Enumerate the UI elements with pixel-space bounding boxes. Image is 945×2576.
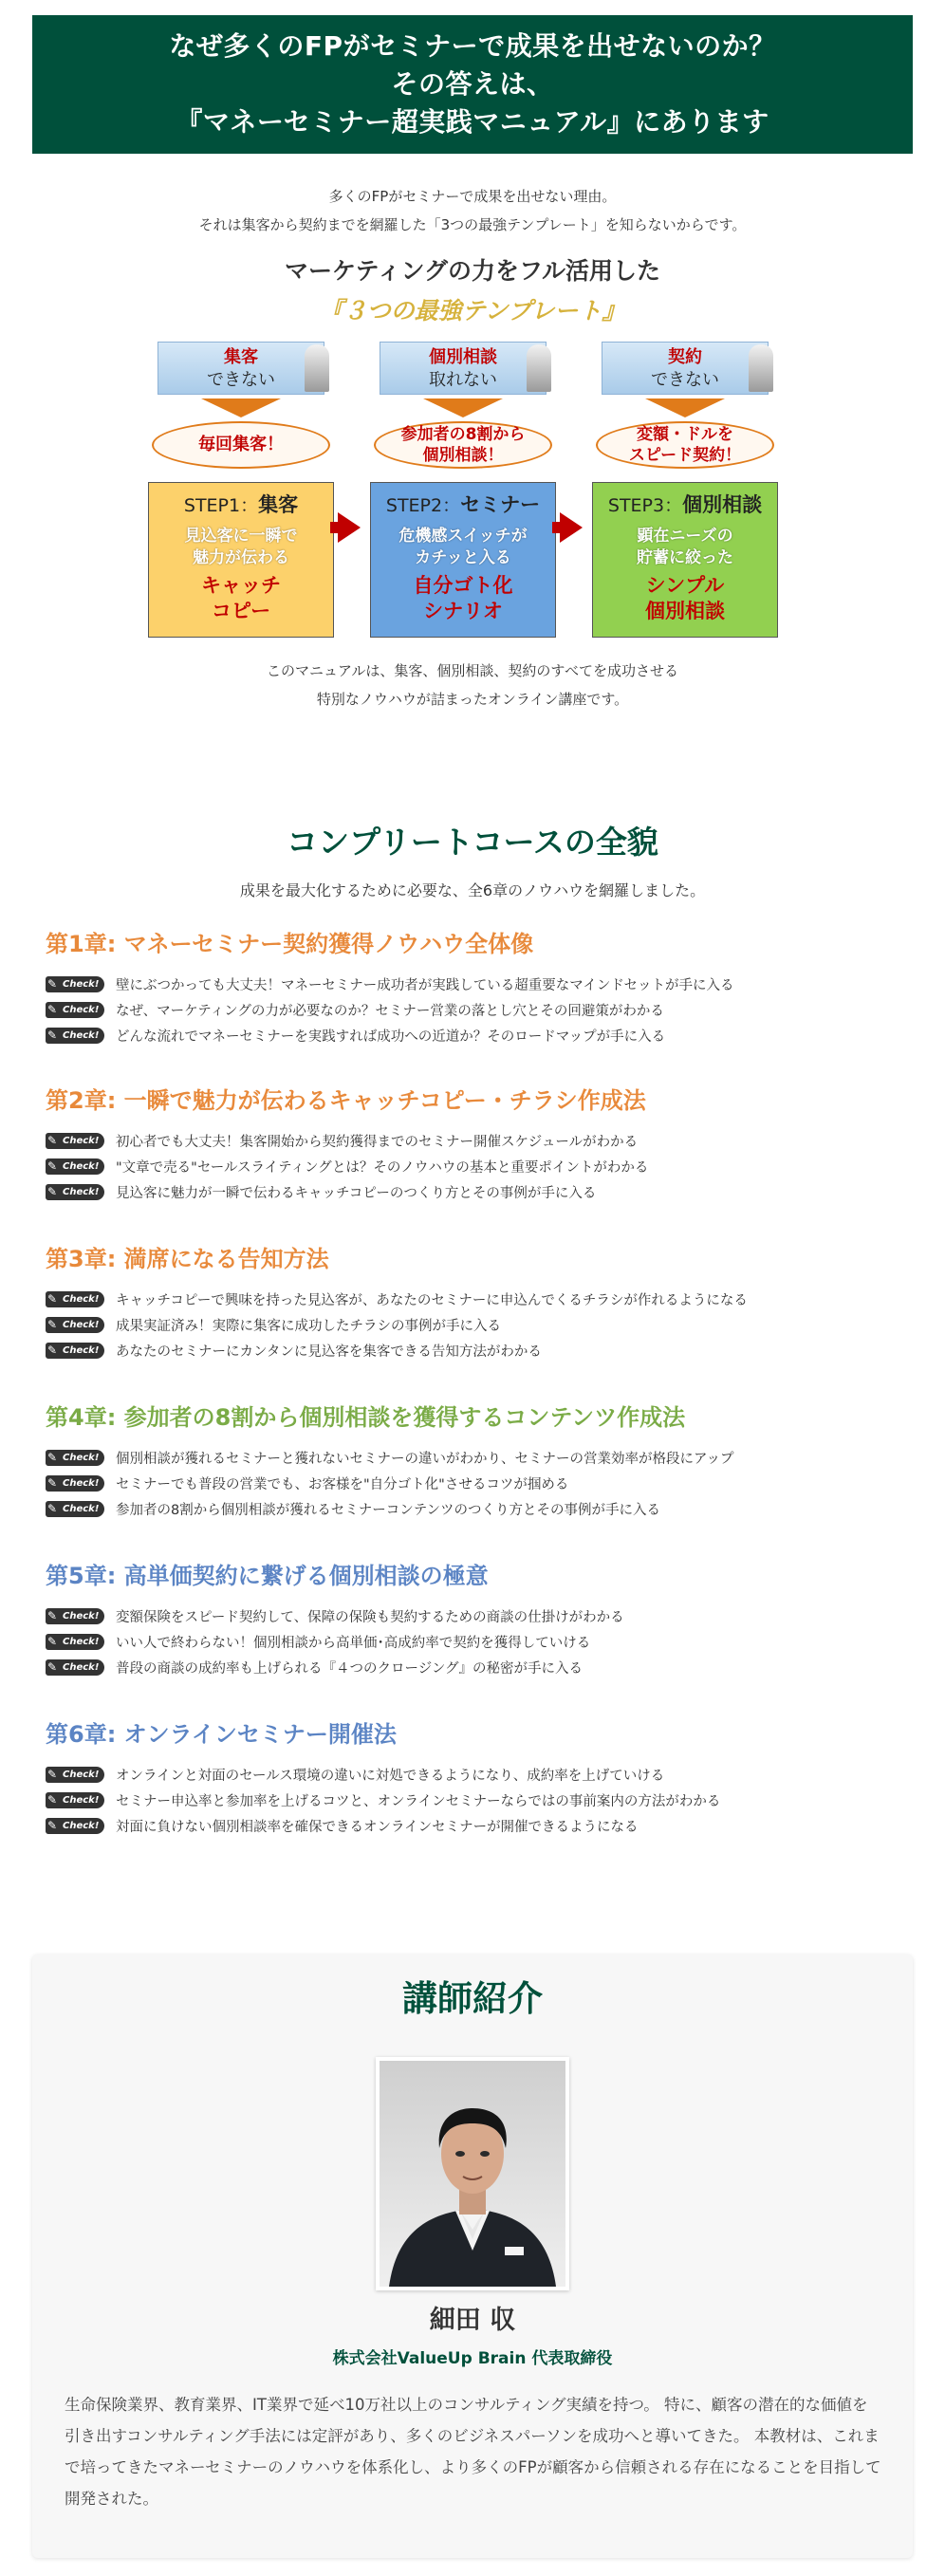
hero-line-1: なぜ多くのFPがセミナーで成果を出せないのか？: [169, 30, 776, 62]
problem-key: 個別相談: [429, 347, 497, 367]
check-badge-icon: ✎ Check!: [46, 1634, 104, 1650]
chapter-items: [46, 1287, 899, 1363]
check-badge-icon: ✎ Check!: [46, 976, 104, 992]
step-name: 集客: [258, 493, 299, 516]
step-label: STEP1：: [183, 495, 259, 516]
step-heading: [149, 492, 333, 518]
check-badge-icon: ✎ Check!: [46, 1501, 104, 1517]
list-item-text: "文章で売る"セールスライティングとは？そのノウハウの基本と重要ポイントがわかる: [116, 1160, 649, 1176]
check-badge-icon: ✎ Check!: [46, 1002, 104, 1018]
list-item-text: セミナーでも普段の営業でも、お客様を"自分ゴト化"させるコツが掴める: [116, 1477, 569, 1492]
person-figure-icon: [305, 344, 329, 392]
check-badge-icon: ✎ Check!: [46, 1317, 104, 1333]
intro-line-2: それは集客から契約までを網羅した「3つの最強テンプレート」を知らないからです。: [198, 216, 747, 233]
step-desc-line-1: 顕在ニーズの: [637, 527, 733, 546]
chapter-items: [46, 1128, 899, 1205]
arrow-down-icon: [645, 398, 725, 417]
chapter-6: [46, 1716, 899, 1839]
list-item-text: キャッチコピーで興味を持った見込客が、あなたのセミナーに申込んでくるチラシが作れるようになる: [116, 1293, 748, 1308]
step-name: セミナー: [460, 493, 541, 516]
step-desc-line-1: 見込客に一瞬で: [184, 527, 298, 546]
instructor-profile: [32, 1955, 913, 2558]
list-item: [46, 972, 899, 997]
check-badge-icon: ✎ Check!: [46, 1792, 104, 1808]
step-heading: [371, 492, 555, 518]
problem-box: [158, 342, 324, 395]
infographic-title: マーケティングの力をフル活用した: [284, 257, 660, 285]
list-item-text: オンラインと対面のセールス環境の違いに対処できるようになり、成約率を上げていける: [116, 1769, 665, 1784]
chapter-1: [46, 926, 899, 1048]
problem-value: できない: [651, 370, 719, 390]
step-box: [370, 482, 556, 638]
list-item: [46, 1023, 899, 1048]
step-key-line-2: 個別相談: [645, 600, 725, 622]
check-badge-icon: ✎ Check!: [46, 1184, 104, 1200]
solution-oval: [152, 421, 330, 469]
chapter-title: 第3章: 満席になる告知方法: [46, 1246, 329, 1272]
list-item-text: 初心者でも大丈夫！集客開始から契約獲得までのセミナー開催スケジュールがわかる: [116, 1135, 639, 1150]
check-badge-icon: ✎ Check!: [46, 1158, 104, 1175]
person-figure-icon: [527, 344, 551, 392]
step-label: STEP2：: [385, 495, 461, 516]
arrow-down-icon: [201, 398, 281, 417]
check-badge-icon: ✎ Check!: [46, 1133, 104, 1149]
check-badge-icon: ✎ Check!: [46, 1450, 104, 1466]
step-key: [149, 573, 333, 624]
list-item: [46, 1603, 899, 1629]
step-description: [593, 526, 777, 569]
hero-line-3: 『マネーセミナー超実践マニュアル』にあります: [176, 106, 769, 138]
list-item: [46, 1154, 899, 1179]
step-key-line-1: キャッチ: [201, 574, 281, 597]
step-description: [371, 526, 555, 569]
step-heading: [593, 492, 777, 518]
list-item-text: いい人で終わらない！個別相談から高単価･高成約率で契約を獲得していける: [116, 1636, 591, 1651]
list-item: [46, 1128, 899, 1154]
chapter-title: 第5章: 高単価契約に繋げる個別相談の極意: [46, 1563, 489, 1589]
problem-key: 契約: [668, 347, 702, 367]
chapter-title: 第1章: マネーセミナー契約獲得ノウハウ全体像: [46, 931, 534, 957]
chapter-items: [46, 1603, 899, 1680]
step-desc-line-2: 魅力が伝わる: [193, 548, 289, 567]
check-badge-icon: ✎ Check!: [46, 1818, 104, 1834]
list-item: [46, 1338, 899, 1363]
step-key: [371, 573, 555, 624]
check-badge-icon: ✎ Check!: [46, 1291, 104, 1307]
arrow-down-icon: [423, 398, 503, 417]
list-item: [46, 1287, 899, 1312]
list-item: [46, 1496, 899, 1522]
check-badge-icon: ✎ Check!: [46, 1767, 104, 1783]
list-item-text: 個別相談が獲れるセミナーと獲れないセミナーの違いがわかり、セミナーの営業効率が格段にアップ: [116, 1452, 734, 1467]
step-label: STEP3：: [607, 495, 683, 516]
instructor-name: 細田 収: [429, 2306, 516, 2335]
list-item: [46, 1629, 899, 1655]
list-item: [46, 1788, 899, 1813]
solution-line-1: 毎回集客！: [198, 435, 284, 454]
list-item-text: あなたのセミナーにカンタンに見込客を集客できる告知方法がわかる: [116, 1344, 542, 1360]
chapter-3: [46, 1241, 899, 1363]
instructor-portrait: [376, 2057, 569, 2290]
instructor-role: 株式会社ValueUp Brain 代表取締役: [332, 2349, 613, 2368]
arrow-right-icon: [560, 512, 583, 543]
profile-title: 講師紹介: [402, 1978, 543, 2019]
list-item-text: セミナー申込率と参加率を上げるコツと、オンラインセミナーならではの事前案内の方法がわかる: [116, 1794, 721, 1809]
list-item: [46, 1762, 899, 1788]
problem-key: 集客: [224, 347, 258, 367]
course-title: コンプリートコースの全貌: [287, 824, 658, 861]
arrow-right-icon: [338, 512, 361, 543]
template-infographic: [142, 254, 803, 634]
chapter-2: [46, 1083, 899, 1205]
solution-line-1: 参加者の8割から: [400, 425, 526, 444]
list-item: [46, 1445, 899, 1471]
chapter-title: 第6章: オンラインセミナー開催法: [46, 1721, 397, 1748]
infographic-column-1: [146, 342, 336, 626]
check-badge-icon: ✎ Check!: [46, 1475, 104, 1492]
problem-box: [380, 342, 547, 395]
step-key-line-2: シナリオ: [423, 600, 503, 622]
check-badge-icon: ✎ Check!: [46, 1659, 104, 1676]
step-box: [148, 482, 334, 638]
list-item-text: なぜ、マーケティングの力が必要なのか？セミナー営業の落とし穴とその回避策がわかる: [116, 1004, 664, 1019]
solution-line-1: 変額・ドルを: [637, 425, 733, 444]
step-key-line-1: シンプル: [645, 574, 725, 597]
solution-line-2: 個別相談！: [422, 446, 504, 465]
solution-line-2: スピード契約！: [628, 446, 742, 465]
step-key-line-1: 自分ゴト化: [413, 574, 513, 597]
chapter-4: [46, 1399, 899, 1522]
step-key-line-2: コピー: [211, 600, 271, 622]
list-item: [46, 1813, 899, 1839]
problem-box: [602, 342, 769, 395]
list-item-text: 壁にぶつかっても大丈夫！マネーセミナー成功者が実践している超重要なマインドセットが手に入る: [116, 978, 734, 993]
list-item-text: どんな流れでマネーセミナーを実践すれば成功への近道か？そのロードマップが手に入る: [116, 1029, 666, 1045]
problem-value: できない: [207, 370, 275, 390]
instructor-bio: 生命保険業界、教育業界、IT業界で延べ10万社以上のコンサルティング実績を持つ。 特に、顧客の潜在的な価値を引き出すコンサルティング手法には定評があり、多くのビジネスパーソンを成功へと導いてきた。 本教材は、これまで培ってきたマネーセミナーのノウハウを体系化し、より多くのFPが顧客から信頼される存在になることを目指して開発された。: [65, 2396, 881, 2508]
check-badge-icon: ✎ Check!: [46, 1028, 104, 1044]
list-item: [46, 997, 899, 1023]
chapter-title: 第2章: 一瞬で魅力が伝わるキャッチコピー・チラシ作成法: [46, 1087, 646, 1114]
chapter-list: [46, 926, 899, 1839]
note-line-2: 特別なノウハウが詰まったオンライン講座です。: [316, 691, 629, 708]
person-figure-icon: [749, 344, 773, 392]
problem-value: 取れない: [429, 370, 497, 390]
list-item-text: 変額保険をスピード契約して、保障の保険も契約するための商談の仕掛けがわかる: [116, 1610, 624, 1625]
intro-line-1: 多くのFPがセミナーで成果を出せない理由。: [328, 188, 617, 205]
infographic-column-2: [368, 342, 558, 626]
chapter-items: [46, 1762, 899, 1839]
step-desc-line-1: 危機感スイッチが: [398, 527, 528, 546]
course-subtitle: 成果を最大化するために必要な、全6章のノウハウを網羅しました。: [239, 881, 706, 899]
chapter-items: [46, 972, 899, 1048]
step-box: [592, 482, 778, 638]
check-badge-icon: ✎ Check!: [46, 1343, 104, 1359]
portrait-image: [380, 2061, 565, 2287]
step-description: [149, 526, 333, 569]
list-item-text: 普段の商談の成約率も上げられる『４つのクロージング』の秘密が手に入る: [116, 1661, 584, 1677]
chapter-5: [46, 1558, 899, 1680]
list-item: [46, 1471, 899, 1496]
list-item: [46, 1179, 899, 1205]
solution-oval: [596, 421, 774, 469]
list-item-text: 見込客に魅力が一瞬で伝わるキャッチコピーのつくり方とその事例が手に入る: [116, 1186, 597, 1201]
step-key: [593, 573, 777, 624]
hero-banner: [32, 15, 913, 154]
infographic-column-3: [590, 342, 780, 626]
hero-line-2: その答えは、: [391, 68, 554, 100]
list-item-text: 対面に負けない個別相談率を確保できるオンラインセミナーが開催できるようになる: [116, 1820, 639, 1835]
step-desc-line-2: 貯蓄に絞った: [637, 548, 733, 567]
list-item: [46, 1655, 899, 1680]
solution-oval: [374, 421, 552, 469]
chapter-title: 第4章: 参加者の8割から個別相談を獲得するコンテンツ作成法: [46, 1404, 686, 1431]
note-line-1: このマニュアルは、集客、個別相談、契約のすべてを成功させる: [266, 662, 679, 679]
infographic-subtitle: 『３つの最強テンプレート』: [319, 297, 626, 324]
list-item-text: 成果実証済み！実際に集客に成功したチラシの事例が手に入る: [116, 1319, 501, 1334]
chapter-items: [46, 1445, 899, 1522]
list-item-text: 参加者の8割から個別相談が獲れるセミナーコンテンツのつくり方とその事例が手に入る: [116, 1503, 660, 1518]
check-badge-icon: ✎ Check!: [46, 1608, 104, 1624]
infographic-note: [0, 657, 945, 713]
step-desc-line-2: カチッと入る: [415, 548, 511, 567]
list-item: [46, 1312, 899, 1338]
intro-text: [0, 182, 945, 239]
step-name: 個別相談: [682, 493, 763, 516]
